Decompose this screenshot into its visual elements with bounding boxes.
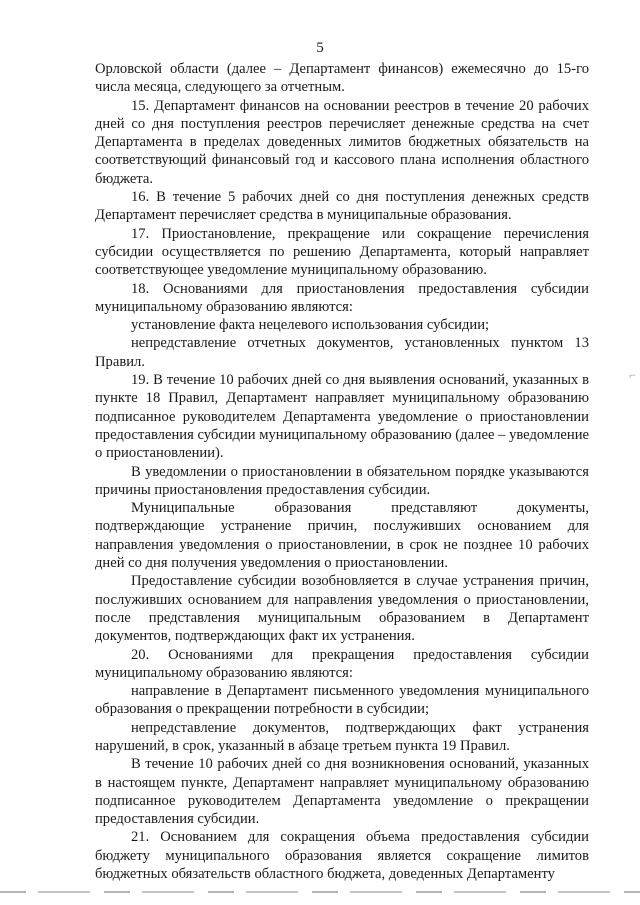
paragraph: направление в Департамент письменного уведомления муниципального образования о прекращении потребности в субсидии; — [95, 683, 589, 718]
document-body — [95, 60, 589, 883]
paragraph: В уведомлении о приостановлении в обязательном порядке указываются причины приостановления предоставления субсидии. — [95, 463, 589, 498]
paragraph: Орловской области (далее – Департамент финансов) ежемесячно до 15-го числа месяца, следующего за отчетным. — [95, 61, 589, 96]
paragraph: установление факта нецелевого использования субсидии; — [131, 317, 490, 334]
paragraph: 19. В течение 10 рабочих дней со дня выявления оснований, указанных в пункте 18 Правил, Департамент направляет муниципальному образованию подписанное руководителем Департамента уведомление о приостановлении предоставления субсидии муниципальному образованию (далее – уведомление о приостановлении). — [95, 372, 589, 462]
paragraph: Муниципальные образования представляют документы, подтверждающие устранение причин, послуживших основанием для направления уведомления о приостановлении, в срок не позднее 10 рабочих дней со дня получения уведомления о приостановлении. — [95, 500, 589, 572]
paragraph: 15. Департамент финансов на основании реестров в течение 20 рабочих дней со дня поступления реестров перечисляет денежные средства на счет Департамента в пределах доведенных лимитов бюджетных обязательств на соответствующий финансовый год и кассового плана исполнения областного бюджета. — [95, 97, 589, 187]
paragraph: В течение 10 рабочих дней со дня возникновения оснований, указанных в настоящем пункте, Департамент направляет муниципальному образованию подписанное руководителем Департамента уведомление о прекращении предоставления субсидии. — [95, 756, 589, 828]
paragraph: непредставление документов, подтверждающих факт устранения нарушений, в срок, указанный в абзаце третьем пункта 19 Правил. — [95, 719, 589, 754]
paragraph: 17. Приостановление, прекращение или сокращение перечисления субсидии осуществляется по решению Департамента, который направляет соответствующее уведомление муниципальному образованию. — [95, 225, 589, 279]
page-number: 5 — [316, 40, 324, 56]
scan-bottom-edge — [0, 891, 640, 893]
paragraph: 16. В течение 5 рабочих дней со дня поступления денежных средств Департамент перечисляет средства в муниципальные образования. — [95, 189, 589, 224]
paragraph: Предоставление субсидии возобновляется в случае устранения причин, послуживших основанием для направления уведомления о приостановлении, после представления муниципальным образованием в Департамент документов, подтверждающих факт их устранения. — [95, 573, 589, 645]
paragraph: 20. Основаниями для прекращения предоставления субсидии муниципальному образованию являются: — [95, 646, 589, 681]
paragraph: 21. Основанием для сокращения объема предоставления субсидии бюджету муниципального образования является сокращение лимитов бюджетных обязательств областного бюджета, доведенных Департаменту — [95, 829, 589, 883]
scan-edge-mark: ⌐ — [629, 368, 636, 382]
paragraph: непредставление отчетных документов, установленных пунктом 13 Правил. — [95, 335, 589, 370]
paragraph: 18. Основаниями для приостановления предоставления субсидии муниципальному образованию являются: — [95, 280, 589, 315]
